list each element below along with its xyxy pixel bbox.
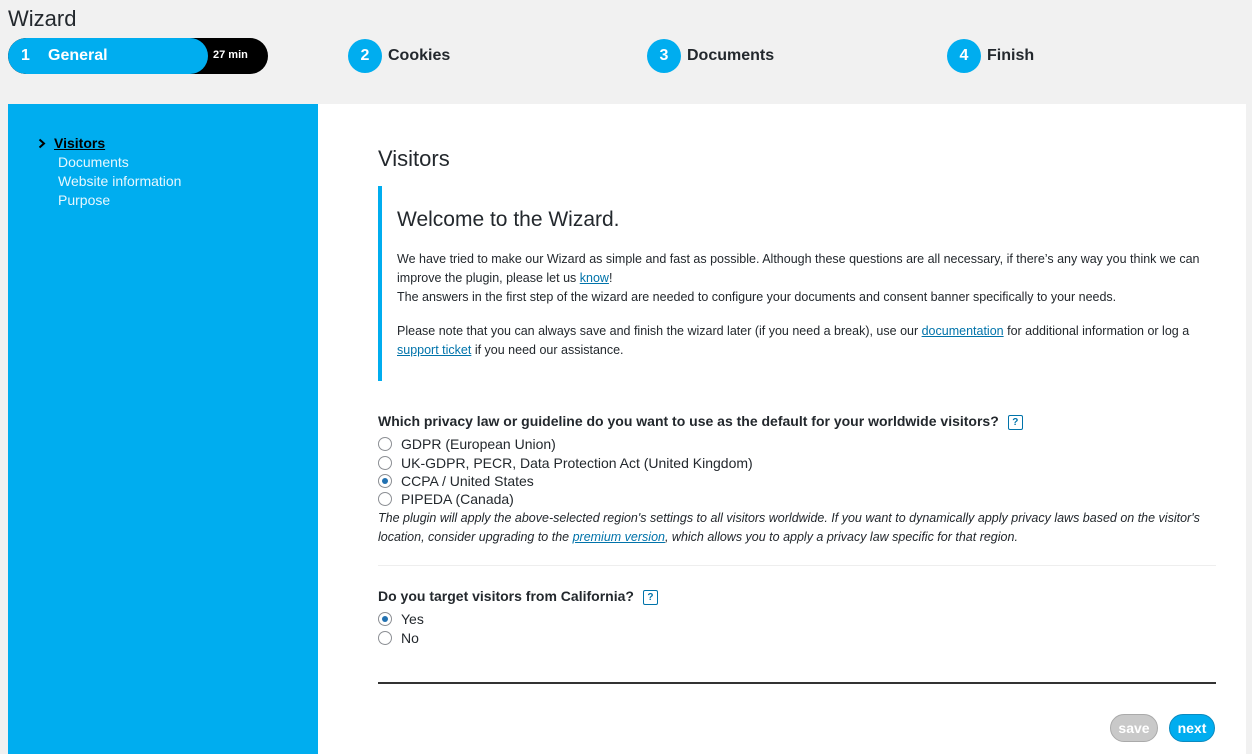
step-number: 3 xyxy=(647,39,681,73)
radio-gdpr[interactable] xyxy=(378,435,556,453)
welcome-heading: Welcome to the Wizard. xyxy=(397,208,620,231)
welcome-text: ! xyxy=(608,271,613,285)
support-ticket-link[interactable]: support ticket xyxy=(397,343,472,357)
step-finish[interactable] xyxy=(947,38,1034,74)
question-label: Do you target visitors from California? xyxy=(378,588,634,604)
radio-label: UK-GDPR, PECR, Data Protection Act (United Kingdom) xyxy=(401,455,753,471)
welcome-box xyxy=(378,186,1214,381)
premium-version-link[interactable]: premium version xyxy=(572,530,665,544)
sidebar-item-visitors[interactable] xyxy=(38,134,181,153)
footer-divider xyxy=(378,682,1216,684)
radio-button[interactable] xyxy=(378,456,392,470)
wizard-steps xyxy=(8,38,1248,74)
radio-no[interactable] xyxy=(378,629,419,647)
step-label: General xyxy=(48,47,108,64)
radio-label: PIPEDA (Canada) xyxy=(401,491,514,507)
sidebar-menu xyxy=(38,134,181,210)
radio-pipeda[interactable] xyxy=(378,490,514,508)
radio-label: Yes xyxy=(401,611,424,627)
radio-uk-gdpr[interactable] xyxy=(378,454,753,472)
next-button[interactable]: next xyxy=(1169,714,1215,742)
radio-ccpa[interactable] xyxy=(378,472,534,490)
welcome-text: if you need our assistance. xyxy=(471,343,624,357)
help-icon[interactable]: ? xyxy=(1008,415,1023,430)
radio-yes[interactable] xyxy=(378,610,424,628)
welcome-text: We have tried to make our Wizard as simple and fast as possible. Although these questions are all necessary, if there’s any way you think we can improve the plugin, please let us xyxy=(397,252,1200,285)
welcome-text: for additional information or log a xyxy=(1003,324,1190,338)
step-documents[interactable] xyxy=(647,38,774,74)
sidebar xyxy=(8,104,318,754)
step-label: Documents xyxy=(687,47,775,64)
radio-label: CCPA / United States xyxy=(401,473,534,489)
radio-button[interactable] xyxy=(378,437,392,451)
welcome-paragraph-1 xyxy=(397,250,1202,307)
welcome-text: The answers in the first step of the wizard are needed to configure your documents and consent banner specifically to your needs. xyxy=(397,290,1117,304)
question-label: Which privacy law or guideline do you want to use as the default for your worldwide visitors? xyxy=(378,413,999,429)
note-text: The plugin will apply the above-selected region's settings to all visitors worldwide. If you want to dynamically apply privacy laws based on the visitor's location, consider upgrading to the xyxy=(378,511,1200,544)
step-progress-fill xyxy=(8,38,208,74)
sidebar-item-documents[interactable] xyxy=(38,153,181,172)
note-text: , which allows you to apply a privacy law specific for that region. xyxy=(664,530,1018,544)
step-cookies[interactable] xyxy=(348,38,450,74)
sidebar-item-label: Purpose xyxy=(58,192,111,208)
main-panel xyxy=(318,104,1246,754)
sidebar-item-label: Visitors xyxy=(54,135,106,151)
save-button[interactable]: save xyxy=(1110,714,1158,742)
divider xyxy=(378,565,1216,566)
privacy-law-question xyxy=(378,413,1023,430)
california-question xyxy=(378,588,658,605)
help-icon[interactable]: ? xyxy=(643,590,658,605)
welcome-paragraph-2 xyxy=(397,322,1202,360)
radio-button-checked[interactable] xyxy=(378,612,392,626)
page-title: Wizard xyxy=(8,6,77,31)
radio-button[interactable] xyxy=(378,492,392,506)
know-link[interactable]: know xyxy=(579,271,609,285)
sidebar-item-purpose[interactable] xyxy=(38,191,181,210)
radio-label: No xyxy=(401,630,419,646)
step-label: Finish xyxy=(987,47,1035,64)
step-number: 4 xyxy=(947,39,981,73)
step-label: Cookies xyxy=(388,47,451,64)
step-number: 2 xyxy=(348,39,382,73)
documentation-link[interactable]: documentation xyxy=(921,324,1004,338)
step-time-badge: 27 min xyxy=(213,49,248,61)
step-general[interactable] xyxy=(8,38,268,74)
welcome-text: Please note that you can always save and finish the wizard later (if you need a break), use our xyxy=(397,324,922,338)
sidebar-item-label: Website information xyxy=(58,173,182,189)
radio-button[interactable] xyxy=(378,631,392,645)
step-number: 1 xyxy=(21,47,30,64)
radio-button-checked[interactable] xyxy=(378,474,392,488)
sidebar-item-label: Documents xyxy=(58,154,129,170)
radio-label: GDPR (European Union) xyxy=(401,436,556,452)
sidebar-item-website-information[interactable] xyxy=(38,172,181,191)
section-title: Visitors xyxy=(378,146,450,171)
region-note xyxy=(378,509,1208,547)
